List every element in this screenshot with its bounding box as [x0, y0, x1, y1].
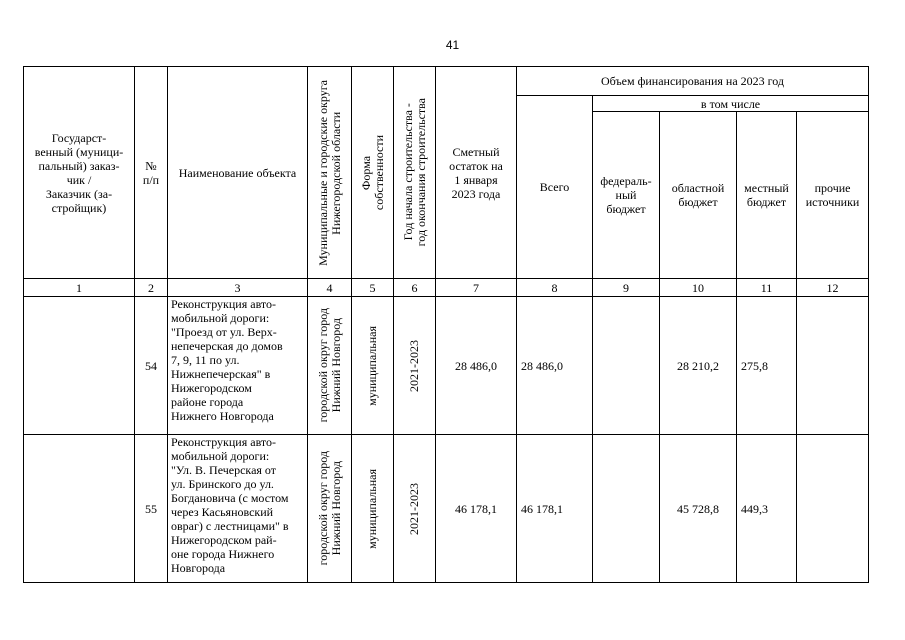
row-remaining: 28 486,0	[436, 297, 517, 435]
row-ownership	[352, 297, 394, 435]
page-number: 41	[445, 38, 460, 52]
row-other	[797, 297, 869, 435]
row-num: 54	[135, 297, 168, 435]
column-number: 11	[737, 279, 797, 297]
row-total: 46 178,1	[517, 435, 593, 583]
row-municipality-text: городской округ город Нижний Новгород	[315, 451, 343, 566]
column-number: 5	[352, 279, 394, 297]
table-row	[24, 297, 869, 435]
row-years	[394, 435, 436, 583]
column-number-row	[24, 279, 869, 297]
row-object-name: Реконструкция авто- мобильной дороги: "Ул. В. Печерская от ул. Бринского до ул. Богдановича (с мостом через Касьяновский овраг) с лестницами" в Нижегородском рай- оне города Нижнего Новгорода	[168, 435, 308, 583]
financing-table	[23, 66, 869, 583]
row-regional: 28 210,2	[660, 297, 737, 435]
row-local: 449,3	[737, 435, 797, 583]
column-number: 9	[593, 279, 660, 297]
header-ownership	[352, 67, 394, 279]
row-federal	[593, 435, 660, 583]
row-customer	[24, 435, 135, 583]
header-ownership-text: Форма собственности	[358, 134, 386, 211]
header-municipality-text: Муниципальные и городские округа Нижегородской области	[315, 79, 343, 266]
table-row	[24, 435, 869, 583]
column-number: 3	[168, 279, 308, 297]
row-ownership-text: муниципальная	[365, 468, 379, 549]
header-regional: областной бюджет	[660, 112, 737, 279]
header-years-text: Год начала строительства - год окончания строительства	[400, 98, 428, 247]
header-local: местный бюджет	[737, 112, 797, 279]
header-total: Всего	[517, 96, 593, 279]
header-object-name: Наименование объекта	[168, 67, 308, 279]
column-number: 4	[308, 279, 352, 297]
row-municipality	[308, 435, 352, 583]
row-object-name: Реконструкция авто- мобильной дороги: "Проезд от ул. Верх- непечерская до домов 7, 9, 11 по ул. Нижнепечерская" в Нижегородском районе города Нижнего Новгорода	[168, 297, 308, 435]
column-number: 8	[517, 279, 593, 297]
row-years	[394, 297, 436, 435]
header-federal: федераль- ный бюджет	[593, 112, 660, 279]
header-including: в том числе	[593, 96, 869, 112]
row-regional: 45 728,8	[660, 435, 737, 583]
header-financing: Объем финансирования на 2023 год	[517, 67, 869, 96]
header-num: № п/п	[135, 67, 168, 279]
header-other: прочие источники	[797, 112, 869, 279]
column-number: 1	[24, 279, 135, 297]
row-ownership-text: муниципальная	[365, 325, 379, 406]
column-number: 7	[436, 279, 517, 297]
row-years-text: 2021-2023	[407, 339, 421, 392]
column-number: 10	[660, 279, 737, 297]
header-years	[394, 67, 436, 279]
row-ownership	[352, 435, 394, 583]
row-remaining: 46 178,1	[436, 435, 517, 583]
header-municipality	[308, 67, 352, 279]
header-remaining: Сметный остаток на 1 января 2023 года	[436, 67, 517, 279]
row-years-text: 2021-2023	[407, 482, 421, 535]
column-number: 12	[797, 279, 869, 297]
row-federal	[593, 297, 660, 435]
row-num: 55	[135, 435, 168, 583]
header-customer: Государст- венный (муници- пальный) заказ- чик / Заказчик (за- стройщик)	[24, 67, 135, 279]
row-municipality-text: городской округ город Нижний Новгород	[315, 308, 343, 423]
row-customer	[24, 297, 135, 435]
row-total: 28 486,0	[517, 297, 593, 435]
row-municipality	[308, 297, 352, 435]
column-number: 2	[135, 279, 168, 297]
column-number: 6	[394, 279, 436, 297]
row-other	[797, 435, 869, 583]
row-local: 275,8	[737, 297, 797, 435]
